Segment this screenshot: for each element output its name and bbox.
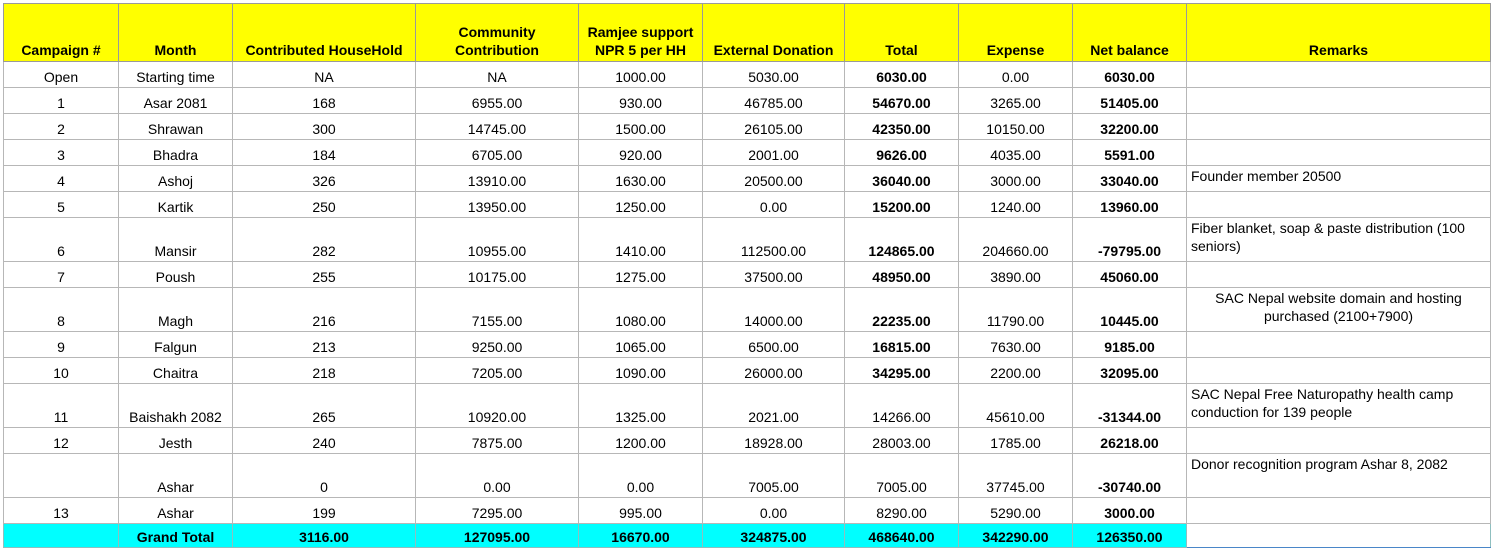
cell-ramjee[interactable]: 1325.00 xyxy=(579,384,703,428)
header-households[interactable]: Contributed HouseHold xyxy=(233,4,416,62)
cell-month[interactable]: Chaitra xyxy=(119,358,233,384)
cell-community[interactable]: 7155.00 xyxy=(416,288,579,332)
cell-households[interactable]: 300 xyxy=(233,114,416,140)
cell-month[interactable]: Asar 2081 xyxy=(119,88,233,114)
header-expense[interactable]: Expense xyxy=(959,4,1073,62)
table-row xyxy=(4,332,1491,358)
cell-total[interactable]: 9626.00 xyxy=(845,140,959,166)
grand-total-expense[interactable]: 342290.00 xyxy=(959,524,1073,548)
cell-remarks[interactable] xyxy=(1187,428,1491,454)
cell-community[interactable]: 13910.00 xyxy=(416,166,579,192)
cell-campaign[interactable]: 12 xyxy=(4,428,119,454)
cell-external[interactable]: 2021.00 xyxy=(703,384,845,428)
cell-expense[interactable]: 3265.00 xyxy=(959,88,1073,114)
cell-expense[interactable]: 3000.00 xyxy=(959,166,1073,192)
cell-total[interactable]: 48950.00 xyxy=(845,262,959,288)
cell-total[interactable]: 7005.00 xyxy=(845,454,959,498)
table-row xyxy=(4,288,1491,332)
cell-ramjee[interactable]: 1630.00 xyxy=(579,166,703,192)
cell-external[interactable]: 2001.00 xyxy=(703,140,845,166)
header-external[interactable]: External Donation xyxy=(703,4,845,62)
cell-external[interactable]: 14000.00 xyxy=(703,288,845,332)
cell-community[interactable]: 10955.00 xyxy=(416,218,579,262)
cell-total[interactable]: 15200.00 xyxy=(845,192,959,218)
grand-total-ramjee[interactable]: 16670.00 xyxy=(579,524,703,548)
table-row xyxy=(4,262,1491,288)
table-row xyxy=(4,166,1491,192)
cell-ramjee[interactable]: 1275.00 xyxy=(579,262,703,288)
cell-ramjee[interactable]: 920.00 xyxy=(579,140,703,166)
cell-total[interactable]: 22235.00 xyxy=(845,288,959,332)
cell-expense[interactable]: 3890.00 xyxy=(959,262,1073,288)
cell-expense[interactable]: 1785.00 xyxy=(959,428,1073,454)
cell-month[interactable]: Kartik xyxy=(119,192,233,218)
cell-ramjee[interactable]: 1080.00 xyxy=(579,288,703,332)
cell-campaign[interactable]: 1 xyxy=(4,88,119,114)
cell-households[interactable]: 218 xyxy=(233,358,416,384)
cell-expense[interactable]: 204660.00 xyxy=(959,218,1073,262)
cell-ramjee[interactable]: 1250.00 xyxy=(579,192,703,218)
cell-households[interactable]: 282 xyxy=(233,218,416,262)
cell-expense[interactable]: 2200.00 xyxy=(959,358,1073,384)
cell-ramjee[interactable]: 1000.00 xyxy=(579,62,703,88)
cell-ramjee[interactable]: 1090.00 xyxy=(579,358,703,384)
grand-total-remarks-cell[interactable] xyxy=(1187,524,1491,548)
table-row xyxy=(4,140,1491,166)
cell-expense[interactable]: 45610.00 xyxy=(959,384,1073,428)
cell-month[interactable]: Jesth xyxy=(119,428,233,454)
cell-campaign[interactable]: 5 xyxy=(4,192,119,218)
cell-external[interactable]: 0.00 xyxy=(703,498,845,524)
cell-expense[interactable]: 7630.00 xyxy=(959,332,1073,358)
cell-households[interactable]: 213 xyxy=(233,332,416,358)
cell-net[interactable]: 26218.00 xyxy=(1073,428,1187,454)
cell-net[interactable]: 32095.00 xyxy=(1073,358,1187,384)
cell-net[interactable]: -31344.00 xyxy=(1073,384,1187,428)
table-row xyxy=(4,384,1491,428)
cell-total[interactable]: 36040.00 xyxy=(845,166,959,192)
cell-ramjee[interactable]: 1065.00 xyxy=(579,332,703,358)
cell-campaign[interactable]: 6 xyxy=(4,218,119,262)
cell-month[interactable]: Mansir xyxy=(119,218,233,262)
cell-external[interactable]: 18928.00 xyxy=(703,428,845,454)
cell-net[interactable]: -30740.00 xyxy=(1073,454,1187,498)
cell-households[interactable]: 265 xyxy=(233,384,416,428)
grand-total-external[interactable]: 324875.00 xyxy=(703,524,845,548)
cell-remarks[interactable] xyxy=(1187,62,1491,88)
grand-total-community[interactable]: 127095.00 xyxy=(416,524,579,548)
cell-remarks[interactable]: SAC Nepal Free Naturopathy health camp conduction for 139 people xyxy=(1187,384,1491,428)
cell-community[interactable]: 13950.00 xyxy=(416,192,579,218)
cell-external[interactable]: 20500.00 xyxy=(703,166,845,192)
cell-campaign[interactable]: 3 xyxy=(4,140,119,166)
cell-remarks[interactable] xyxy=(1187,140,1491,166)
cell-total[interactable]: 16815.00 xyxy=(845,332,959,358)
cell-external[interactable]: 5030.00 xyxy=(703,62,845,88)
table-row xyxy=(4,454,1491,498)
cell-net[interactable]: 32200.00 xyxy=(1073,114,1187,140)
cell-ramjee[interactable]: 930.00 xyxy=(579,88,703,114)
table-row xyxy=(4,358,1491,384)
cell-ramjee[interactable]: 1500.00 xyxy=(579,114,703,140)
table-row xyxy=(4,114,1491,140)
cell-households[interactable]: NA xyxy=(233,62,416,88)
cell-community[interactable]: 7205.00 xyxy=(416,358,579,384)
cell-month[interactable]: Starting time xyxy=(119,62,233,88)
cell-households[interactable]: 216 xyxy=(233,288,416,332)
cell-external[interactable]: 26000.00 xyxy=(703,358,845,384)
cell-campaign[interactable]: 10 xyxy=(4,358,119,384)
cell-ramjee[interactable]: 995.00 xyxy=(579,498,703,524)
header-month[interactable]: Month xyxy=(119,4,233,62)
cell-net[interactable]: 5591.00 xyxy=(1073,140,1187,166)
cell-remarks[interactable] xyxy=(1187,88,1491,114)
cell-remarks[interactable] xyxy=(1187,262,1491,288)
cell-households[interactable]: 250 xyxy=(233,192,416,218)
cell-month[interactable]: Shrawan xyxy=(119,114,233,140)
cell-net[interactable]: 3000.00 xyxy=(1073,498,1187,524)
cell-expense[interactable]: 1240.00 xyxy=(959,192,1073,218)
cell-community[interactable]: 14745.00 xyxy=(416,114,579,140)
cell-campaign[interactable]: 8 xyxy=(4,288,119,332)
cell-total[interactable]: 28003.00 xyxy=(845,428,959,454)
cell-total[interactable]: 54670.00 xyxy=(845,88,959,114)
cell-campaign[interactable]: 11 xyxy=(4,384,119,428)
cell-expense[interactable]: 37745.00 xyxy=(959,454,1073,498)
grand-total-label[interactable]: Grand Total xyxy=(119,524,233,548)
header-net[interactable]: Net balance xyxy=(1073,4,1187,62)
cell-community[interactable]: NA xyxy=(416,62,579,88)
cell-net[interactable]: 45060.00 xyxy=(1073,262,1187,288)
cell-month[interactable]: Falgun xyxy=(119,332,233,358)
cell-external[interactable]: 26105.00 xyxy=(703,114,845,140)
cell-campaign[interactable]: 9 xyxy=(4,332,119,358)
cell-households[interactable]: 326 xyxy=(233,166,416,192)
cell-remarks[interactable]: SAC Nepal website domain and hosting purchased (2100+7900) xyxy=(1187,288,1491,332)
table-row xyxy=(4,88,1491,114)
table-row xyxy=(4,498,1491,524)
cell-month[interactable]: Bhadra xyxy=(119,140,233,166)
cell-month[interactable]: Magh xyxy=(119,288,233,332)
header-campaign[interactable]: Campaign # xyxy=(4,4,119,62)
table-row xyxy=(4,62,1491,88)
table-row xyxy=(4,428,1491,454)
header-total[interactable]: Total xyxy=(845,4,959,62)
cell-ramjee[interactable]: 1410.00 xyxy=(579,218,703,262)
table-row xyxy=(4,192,1491,218)
header-row xyxy=(4,4,1491,62)
cell-external[interactable]: 112500.00 xyxy=(703,218,845,262)
cell-remarks[interactable] xyxy=(1187,498,1491,524)
cell-community[interactable]: 6955.00 xyxy=(416,88,579,114)
cell-net[interactable]: 13960.00 xyxy=(1073,192,1187,218)
table-row xyxy=(4,218,1491,262)
header-remarks[interactable]: Remarks xyxy=(1187,4,1491,62)
campaign-summary-table xyxy=(3,3,1491,548)
cell-community[interactable]: 10920.00 xyxy=(416,384,579,428)
cell-remarks[interactable]: Donor recognition program Ashar 8, 2082 xyxy=(1187,454,1491,498)
cell-households[interactable]: 184 xyxy=(233,140,416,166)
cell-total[interactable]: 34295.00 xyxy=(845,358,959,384)
cell-campaign[interactable]: 2 xyxy=(4,114,119,140)
cell-households[interactable]: 168 xyxy=(233,88,416,114)
grand-total-spacer[interactable] xyxy=(4,524,119,548)
cell-remarks[interactable] xyxy=(1187,192,1491,218)
cell-external[interactable]: 7005.00 xyxy=(703,454,845,498)
cell-households[interactable]: 240 xyxy=(233,428,416,454)
cell-expense[interactable]: 11790.00 xyxy=(959,288,1073,332)
cell-expense[interactable]: 5290.00 xyxy=(959,498,1073,524)
cell-month[interactable]: Ashar xyxy=(119,454,233,498)
cell-community[interactable]: 0.00 xyxy=(416,454,579,498)
cell-community[interactable]: 10175.00 xyxy=(416,262,579,288)
cell-campaign[interactable]: 13 xyxy=(4,498,119,524)
cell-total[interactable]: 42350.00 xyxy=(845,114,959,140)
cell-expense[interactable]: 10150.00 xyxy=(959,114,1073,140)
cell-net[interactable]: 9185.00 xyxy=(1073,332,1187,358)
cell-ramjee[interactable]: 0.00 xyxy=(579,454,703,498)
cell-expense[interactable]: 4035.00 xyxy=(959,140,1073,166)
grand-total-row xyxy=(4,524,1491,548)
cell-community[interactable]: 7295.00 xyxy=(416,498,579,524)
cell-total[interactable]: 8290.00 xyxy=(845,498,959,524)
cell-households[interactable]: 0 xyxy=(233,454,416,498)
cell-month[interactable]: Ashoj xyxy=(119,166,233,192)
cell-external[interactable]: 0.00 xyxy=(703,192,845,218)
table-body xyxy=(4,62,1491,524)
cell-remarks[interactable] xyxy=(1187,358,1491,384)
cell-total[interactable]: 6030.00 xyxy=(845,62,959,88)
grand-total-households[interactable]: 3116.00 xyxy=(233,524,416,548)
cell-month[interactable]: Poush xyxy=(119,262,233,288)
cell-expense[interactable]: 0.00 xyxy=(959,62,1073,88)
cell-community[interactable]: 9250.00 xyxy=(416,332,579,358)
header-community[interactable]: Community Contribution xyxy=(416,4,579,62)
cell-external[interactable]: 6500.00 xyxy=(703,332,845,358)
cell-remarks[interactable] xyxy=(1187,114,1491,140)
cell-campaign[interactable]: 7 xyxy=(4,262,119,288)
grand-total-total[interactable]: 468640.00 xyxy=(845,524,959,548)
cell-remarks[interactable]: Founder member 20500 xyxy=(1187,166,1491,192)
cell-net[interactable]: -79795.00 xyxy=(1073,218,1187,262)
cell-month[interactable]: Ashar xyxy=(119,498,233,524)
cell-external[interactable]: 37500.00 xyxy=(703,262,845,288)
cell-total[interactable]: 14266.00 xyxy=(845,384,959,428)
cell-campaign[interactable]: 4 xyxy=(4,166,119,192)
cell-households[interactable]: 255 xyxy=(233,262,416,288)
cell-total[interactable]: 124865.00 xyxy=(845,218,959,262)
cell-net[interactable]: 6030.00 xyxy=(1073,62,1187,88)
cell-ramjee[interactable]: 1200.00 xyxy=(579,428,703,454)
cell-net[interactable]: 33040.00 xyxy=(1073,166,1187,192)
cell-community[interactable]: 7875.00 xyxy=(416,428,579,454)
cell-remarks[interactable] xyxy=(1187,332,1491,358)
grand-total-net[interactable]: 126350.00 xyxy=(1073,524,1187,548)
cell-month[interactable]: Baishakh 2082 xyxy=(119,384,233,428)
cell-net[interactable]: 10445.00 xyxy=(1073,288,1187,332)
cell-community[interactable]: 6705.00 xyxy=(416,140,579,166)
cell-net[interactable]: 51405.00 xyxy=(1073,88,1187,114)
cell-remarks[interactable]: Fiber blanket, soap & paste distribution (100 seniors) xyxy=(1187,218,1491,262)
cell-campaign[interactable]: Open xyxy=(4,62,119,88)
cell-campaign[interactable] xyxy=(4,454,119,498)
cell-households[interactable]: 199 xyxy=(233,498,416,524)
cell-external[interactable]: 46785.00 xyxy=(703,88,845,114)
header-ramjee[interactable]: Ramjee support NPR 5 per HH xyxy=(579,4,703,62)
